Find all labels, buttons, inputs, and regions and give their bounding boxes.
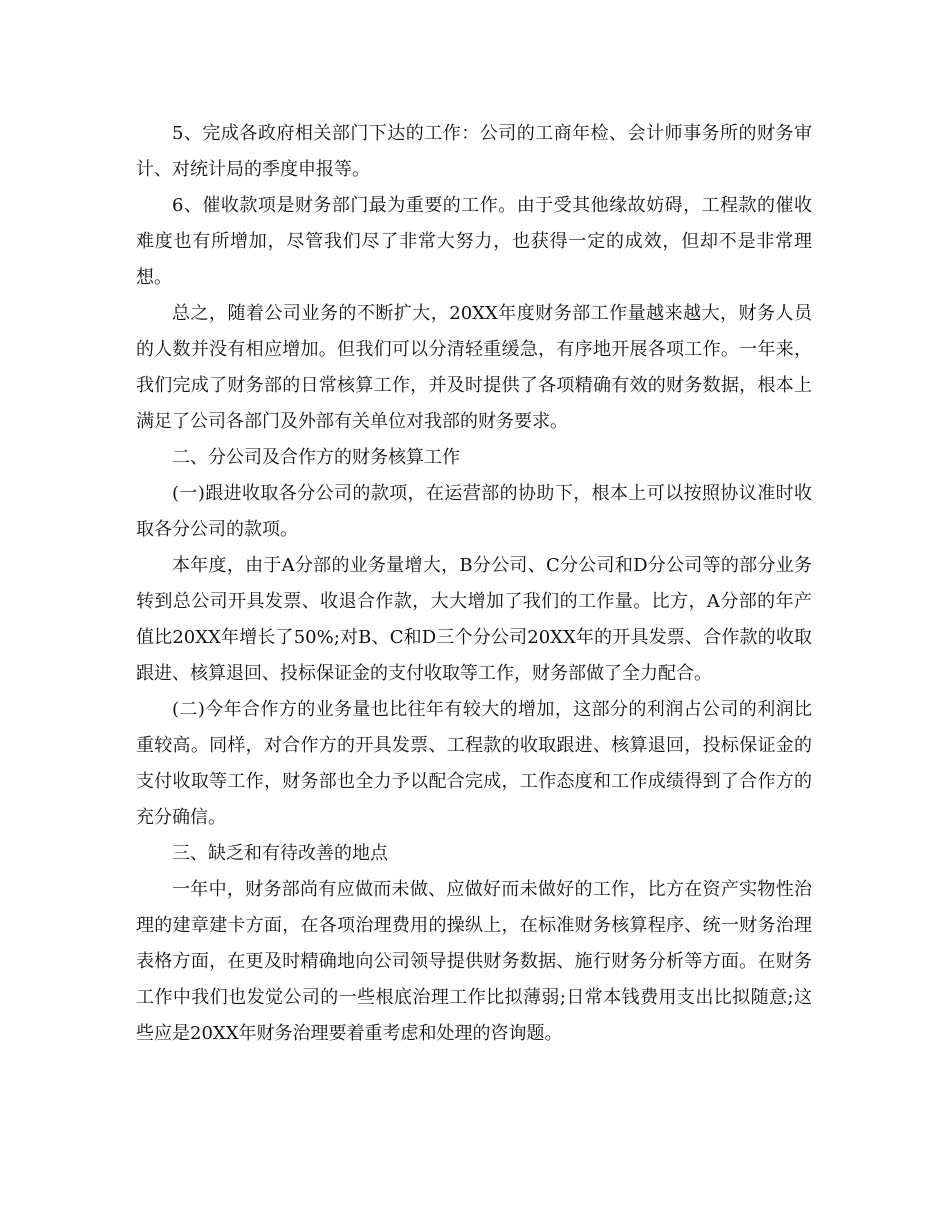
body-paragraph: 本年度，由于A分部的业务量增大，B分公司、C分公司和D分公司等的部分业务转到总公司开具发票、收退合作款，大大增加了我们的工作量。比方，A分部的年产值比20XX年增长了50%;对B、C和D三个分公司20XX年的开具发票、合作款的收取跟进、核算退回、投标保证金的支付收取等工作，财务部做了全力配合。 [136, 555, 812, 684]
body-paragraph-final: 一年中，财务部尚有应做而未做、应做好而未做好的工作，比方在资产实物性治理的建章建卡方面，在各项治理费用的操纵上，在标准财务核算程序、统一财务治理表格方面，在更及时精确地向公司领导提供财务数据、施行财务分析等方面。在财务工作中我们也发觉公司的一些根底治理工作比拟薄弱;日常本钱费用支出比拟随意;这些应是20XX年财务治理要着重考虑和处理的咨询题。 [136, 879, 812, 1044]
section-heading-3: 三、缺乏和有待改善的地点 [172, 843, 388, 864]
subsection-paragraph-2: (二)今年合作方的业务量也比往年有较大的增加，这部分的利润占公司的利润比重较高。同样，对合作方的开具发票、工程款的收取跟进、核算退回，投标保证金的支付收取等工作，财务部也全力予以配合完成，工作态度和工作成绩得到了合作方的充分确信。 [136, 699, 812, 828]
document-body [136, 116, 812, 1052]
paragraph-item-6: 6、催收款项是财务部门最为重要的工作。由于受其他缘故妨碍，工程款的催收难度也有所增加，尽管我们尽了非常大努力，也获得一定的成效，但却不是非常理想。 [136, 195, 812, 288]
paragraph-item-5: 5、完成各政府相关部门下达的工作：公司的工商年检、会计师事务所的财务审计、对统计局的季度申报等。 [136, 123, 812, 180]
subsection-paragraph-1: (一)跟进收取各分公司的款项，在运营部的协助下，根本上可以按照协议准时收取各分公司的款项。 [136, 483, 812, 540]
summary-paragraph: 总之，随着公司业务的不断扩大，20XX年度财务部工作量越来越大，财务人员的人数并没有相应增加。但我们可以分清轻重缓急，有序地开展各项工作。一年来，我们完成了财务部的日常核算工作，并及时提供了各项精确有效的财务数据，根本上满足了公司各部门及外部有关单位对我部的财务要求。 [136, 303, 812, 432]
section-heading-2: 二、分公司及合作方的财务核算工作 [172, 447, 460, 468]
